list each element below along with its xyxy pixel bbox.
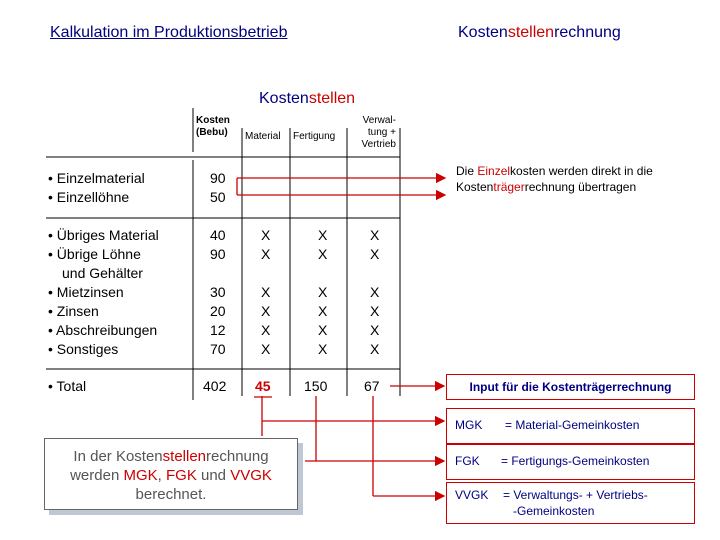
group2a-values: [210, 226, 226, 264]
group2b-values: [210, 283, 226, 359]
x-mark: X: [261, 246, 271, 262]
legend-abbr: MGK: [455, 418, 483, 432]
total-value-material: 45: [255, 378, 271, 394]
x-mark: X: [261, 341, 271, 357]
x-mark: X: [370, 303, 380, 319]
x-mark: X: [370, 284, 380, 300]
group2a-x-material: [261, 226, 270, 264]
legend-fgk: [446, 444, 695, 480]
legend-text: = Material-Gemeinkosten: [505, 418, 640, 432]
value-cell: 30: [210, 284, 226, 300]
value-cell: 40: [210, 227, 226, 243]
x-mark: X: [370, 322, 380, 338]
table-title-highlight: stellen: [308, 90, 356, 107]
callout-text: und: [196, 467, 231, 484]
value-cell: 20: [210, 303, 226, 319]
row-label: • Einzelmaterial: [48, 170, 145, 186]
callout-highlight: VVGK: [230, 467, 272, 484]
group2-labels: [48, 226, 159, 359]
col-header-kosten: [196, 115, 230, 139]
value-cell: 90: [210, 246, 226, 262]
group1-labels: [48, 169, 145, 207]
x-mark: X: [318, 246, 328, 262]
legend-text: = Fertigungs-Gemeinkosten: [501, 454, 650, 468]
einzelkosten-note: [456, 163, 676, 195]
note-text: rechnung übertragen: [524, 180, 637, 194]
group2b-x-verwaltung: [370, 283, 379, 359]
callout-text: rechnung werden: [70, 448, 269, 484]
callout-highlight: FGK: [165, 467, 197, 484]
x-mark: X: [261, 303, 271, 319]
group2b-x-fertigung: [318, 283, 327, 359]
callout-kostenstellenrechnung: [44, 438, 298, 510]
total-value-fertigung: 150: [304, 378, 328, 394]
col-header-kosten-line2: (Bebu): [196, 127, 228, 138]
legend-abbr: FGK: [455, 454, 480, 468]
title-right-highlight: stellen: [507, 24, 555, 41]
x-mark: X: [370, 246, 380, 262]
callout-text: ,: [157, 467, 166, 484]
row-label: • Übrige Löhne: [48, 246, 141, 262]
group2a-x-verwaltung: [370, 226, 379, 264]
total-label: • Total: [48, 378, 87, 394]
callout-highlight: stellen: [162, 448, 207, 465]
value-cell: 70: [210, 341, 226, 357]
legend-mgk: [446, 408, 695, 444]
col-header-fertigung: Fertigung: [293, 131, 336, 142]
x-mark: X: [261, 227, 271, 243]
x-mark: X: [318, 284, 328, 300]
note-highlight: träger: [493, 180, 525, 194]
group1-values: [210, 169, 226, 207]
x-mark: X: [261, 322, 271, 338]
col-header-verwaltung-line1: Verwal-: [362, 115, 396, 126]
value-cell: 12: [210, 322, 226, 338]
group2b-x-material: [261, 283, 270, 359]
group2a-x-fertigung: [318, 226, 327, 264]
row-label: und Gehälter: [62, 265, 143, 281]
note-text: kosten werden direkt in die Kosten: [456, 164, 653, 194]
col-header-verwaltung-line3: Vertrieb: [361, 139, 396, 150]
legend-text-cont: -Gemeinkosten: [513, 504, 595, 518]
x-mark: X: [318, 227, 328, 243]
input-kostentraeger-box: Input für die Kostenträgerrechnung: [446, 374, 695, 400]
total-value-verwaltung: 67: [364, 378, 380, 394]
col-header-verwaltung: [352, 115, 396, 151]
value-cell: 90: [210, 170, 226, 186]
x-mark: X: [261, 284, 271, 300]
col-header-verwaltung-line2: tung +: [367, 127, 396, 138]
title-right-suffix: rechnung: [554, 24, 621, 41]
row-label: • Mietzinsen: [48, 284, 124, 300]
row-label: • Sonstiges: [48, 341, 119, 357]
callout-text: berechnet.: [135, 486, 207, 503]
page-title-left: Kalkulation im Produktionsbetrieb: [50, 24, 288, 41]
total-value-kosten: 402: [203, 378, 227, 394]
legend-vvgk: [446, 482, 695, 524]
x-mark: X: [370, 227, 380, 243]
note-text: Die: [456, 164, 478, 178]
callout-text: In der Kosten: [73, 448, 163, 465]
legend-abbr: VVGK: [455, 488, 489, 502]
row-label: • Übriges Material: [48, 227, 159, 243]
note-highlight: Einzel: [477, 164, 511, 178]
row-label: • Zinsen: [48, 303, 99, 319]
callout-highlight: MGK: [123, 467, 158, 484]
row-label: • Einzellöhne: [48, 189, 130, 205]
table-title-prefix: Kosten: [259, 90, 309, 107]
x-mark: X: [318, 322, 328, 338]
col-header-kosten-line1: Kosten: [196, 115, 230, 126]
title-right-prefix: Kosten: [458, 24, 508, 41]
x-mark: X: [318, 303, 328, 319]
value-cell: 50: [210, 189, 226, 205]
x-mark: X: [318, 341, 328, 357]
x-mark: X: [370, 341, 380, 357]
legend-text: = Verwaltungs- + Vertriebs-: [503, 488, 648, 502]
row-label: • Abschreibungen: [48, 322, 158, 338]
col-header-material: Material: [245, 131, 281, 142]
